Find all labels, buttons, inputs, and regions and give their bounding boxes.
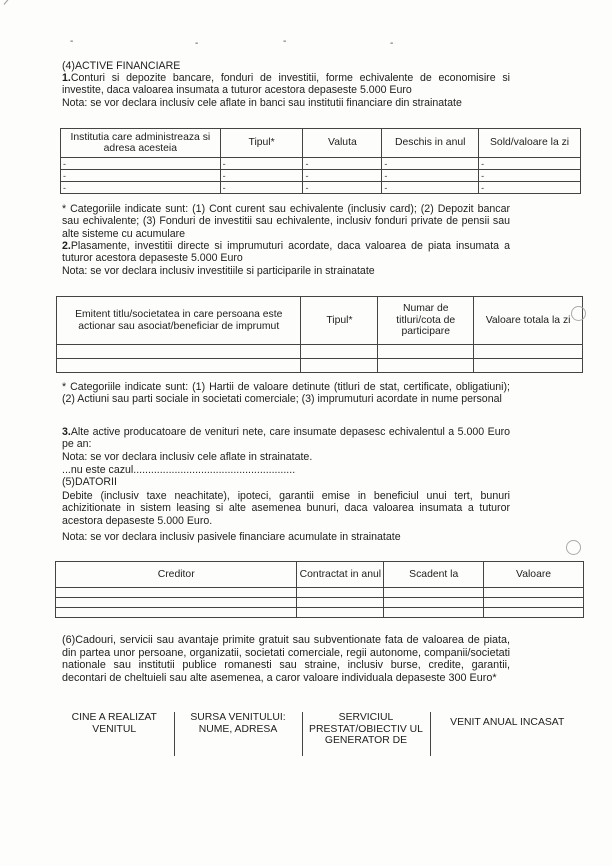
item-2-text: [62, 240, 510, 265]
table-header: Institutia care administreaza si adresa acesteia: [61, 129, 221, 158]
scan-mark: [4, 0, 12, 5]
item-3-answer: ...nu este cazul.......................................................: [62, 464, 296, 476]
table-cell: -: [61, 182, 221, 194]
item-1-text: [62, 72, 510, 97]
table-cell: -: [303, 170, 382, 182]
table-cell: -: [382, 170, 479, 182]
table-cell: -: [382, 182, 479, 194]
table-header: SURSA VENITULUI: NUME, ADRESA: [174, 712, 302, 756]
table-row: [57, 359, 583, 373]
section-5-text: Debite (inclusiv taxe neachitate), ipoteci, garantii emise in beneficiul unui tert, bunuri achizitionate in sistem leasing si alte asemenea bunuri, daca valoarea insumata a tuturor acestora depaseste 5.000 Euro.: [62, 490, 510, 527]
table-cell: -: [61, 158, 221, 170]
table-header: Valoare: [484, 562, 584, 588]
section-5-title: (5)DATORII: [62, 476, 117, 488]
categories-note-1: * Categoriile indicate sunt: (1) Cont curent sau echivalente (inclusiv card); (2) Depozit bancar sau echivalente; (3) Fonduri de investitii sau echivalente, inclusiv fonduri private de pensii sau alte sisteme cu acumulare: [62, 203, 510, 240]
item-2-body: Plasamente, investitii directe si imprumuturi acordate, daca valoarea de piata insumata a tuturor acestora depaseste 5.000 Euro: [62, 240, 510, 265]
bank-accounts-table: [60, 128, 581, 194]
table-header: CINE A REALIZAT VENITUL: [55, 712, 174, 756]
table-header: Scadent la: [384, 562, 484, 588]
section-5-note: Nota: se vor declara inclusiv pasivele financiare acumulate in strainatate: [62, 531, 401, 543]
section-4-title: (4)ACTIVE FINANCIARE: [62, 60, 181, 72]
table-row: [61, 170, 581, 182]
table-cell: -: [220, 170, 303, 182]
item-3-note: Nota: se vor declara inclusiv cele aflate in strainatate.: [62, 451, 313, 463]
debts-table: [55, 561, 584, 618]
table-header: Deschis in anul: [382, 129, 479, 158]
table-cell: -: [303, 182, 382, 194]
table-header: SERVICIUL PRESTAT/OBIECTIV UL GENERATOR DE: [302, 712, 430, 756]
table-header: Numar de titluri/cota de participare: [378, 297, 474, 345]
item-2-note: Nota: se vor declara inclusiv investitiile si participarile in strainatate: [62, 265, 375, 277]
investments-table: [56, 296, 583, 373]
punch-hole: [566, 540, 581, 555]
table-header: Creditor: [56, 562, 297, 588]
table-row: [61, 158, 581, 170]
table-row: [56, 608, 584, 618]
gifts-table: [55, 712, 584, 756]
item-3-number: 3.: [62, 426, 71, 438]
item-2-number: 2.: [62, 240, 71, 252]
item-3-body: Alte active producatoare de venituri nete, care insumate depasesc echivalentul a 5.000 Euro pe an:: [62, 426, 510, 451]
table-header: VENIT ANUAL INCASAT: [430, 712, 584, 756]
table-row: [56, 598, 584, 608]
table-cell: -: [382, 158, 479, 170]
punch-hole: [571, 306, 586, 321]
table-cell: -: [61, 170, 221, 182]
item-3-text: [62, 426, 510, 451]
item-1-note: Nota: se vor declara inclusiv cele aflate in banci sau institutii financiare din strainatate: [62, 97, 462, 109]
table-header: Tipul*: [220, 129, 303, 158]
top-dash: -: [195, 38, 199, 49]
table-row: [57, 345, 583, 359]
item-1-number: 1.: [62, 72, 71, 84]
table-header: Contractat in anul: [297, 562, 384, 588]
table-cell: -: [479, 182, 581, 194]
table-header: Emitent titlu/societatea in care persoana este actionar sau asociat/beneficiar de imprumut: [57, 297, 301, 345]
section-6-text: (6)Cadouri, servicii sau avantaje primite gratuit sau subventionate fata de valoarea de piata, din partea unor persoane, organizatii, societati comerciale, regii autonome, companii/societati nationale sau institutii publice romanesti sau straine, inclusiv burse, credite, garantii, decontari de cheltuieli sau alte asemenea, a caror valoare individuala depaseste 300 Euro*: [62, 634, 510, 684]
categories-note-2: * Categoriile indicate sunt: (1) Hartii de valoare detinute (titluri de stat, certificate, obligatiuni); (2) Actiuni sau parti sociale in societati comerciale; (3) imprumuturi acordate in nume personal: [62, 381, 510, 406]
top-dash: -: [70, 36, 74, 47]
table-cell: -: [303, 158, 382, 170]
top-dash: -: [283, 36, 287, 47]
table-cell: -: [220, 182, 303, 194]
table-header: Tipul*: [301, 297, 378, 345]
table-cell: -: [479, 158, 581, 170]
table-row: [56, 588, 584, 598]
table-cell: -: [220, 158, 303, 170]
table-cell: -: [479, 170, 581, 182]
table-header: Sold/valoare la zi: [479, 129, 581, 158]
top-dash: -: [390, 38, 394, 49]
table-row: [61, 182, 581, 194]
table-header: Valuta: [303, 129, 382, 158]
item-1-body: Conturi si depozite bancare, fonduri de investitii, forme echivalente de economisire si investite, daca valoarea insumata a tuturor acestora depaseste 5.000 Euro: [62, 72, 510, 97]
table-header: Valoare totala la zi: [474, 297, 583, 345]
